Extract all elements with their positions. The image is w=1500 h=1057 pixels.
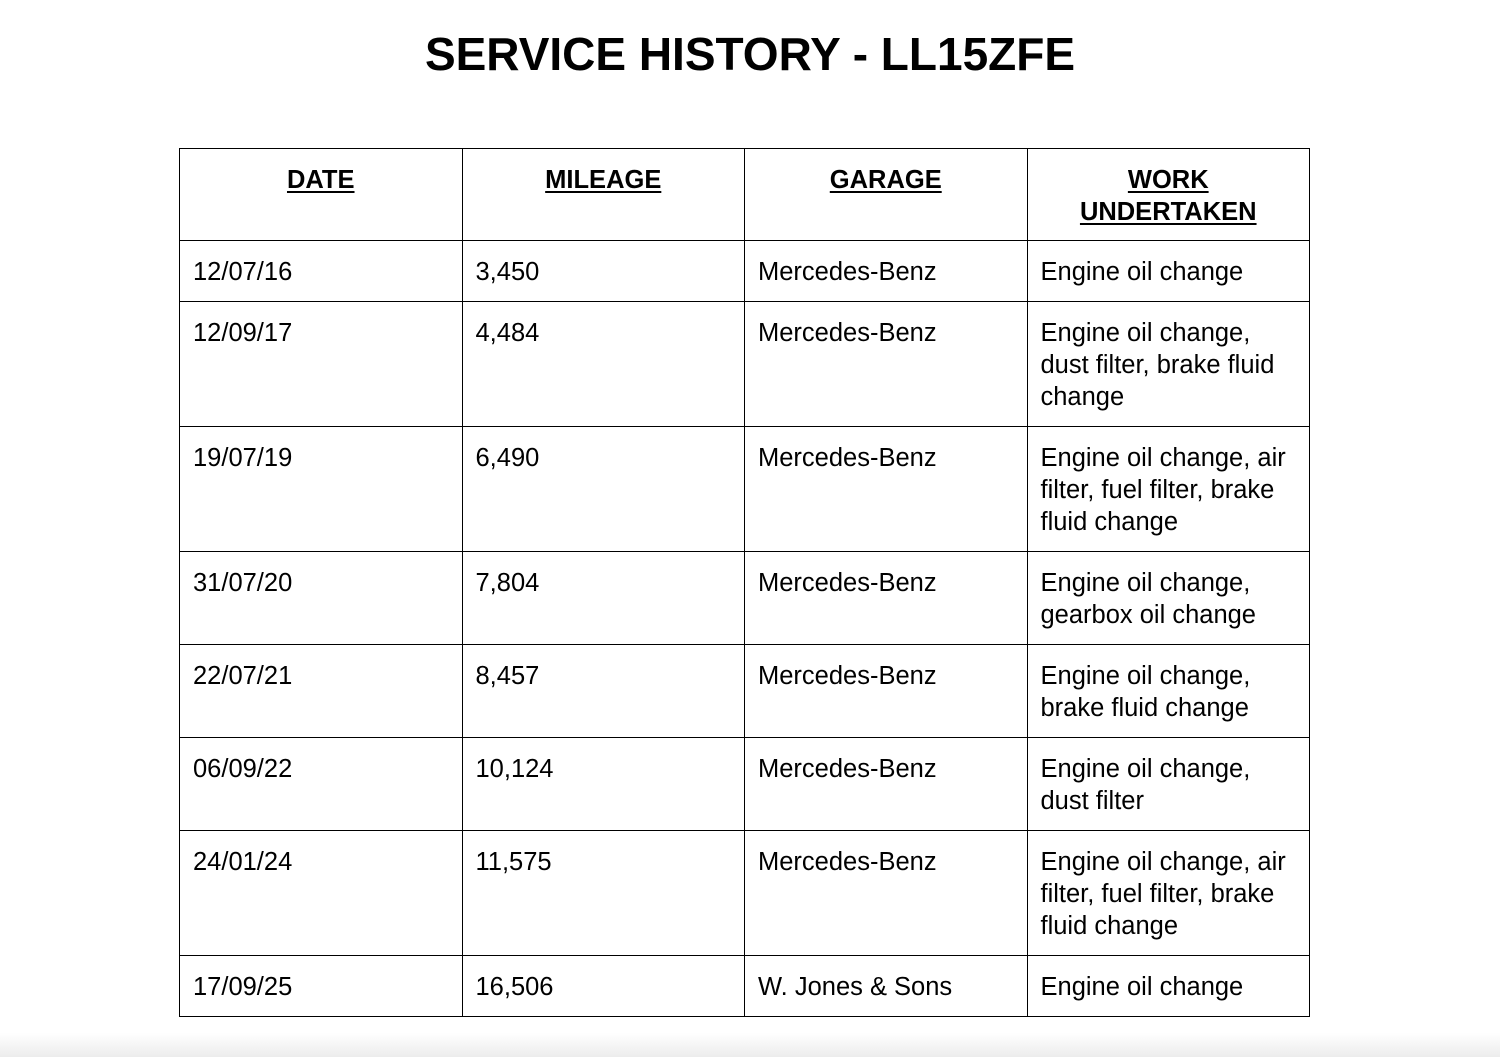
cell-date: 12/07/16	[180, 241, 463, 302]
service-history-table	[179, 148, 1310, 1017]
cell-mileage: 3,450	[462, 241, 745, 302]
header-mileage: MILEAGE	[462, 149, 745, 241]
table-row	[180, 956, 1310, 1017]
header-garage: GARAGE	[745, 149, 1028, 241]
table-row	[180, 302, 1310, 427]
cell-date: 19/07/19	[180, 427, 463, 552]
cell-work: Engine oil change, gearbox oil change	[1027, 552, 1310, 645]
table-row	[180, 645, 1310, 738]
cell-mileage: 16,506	[462, 956, 745, 1017]
cell-garage: Mercedes-Benz	[745, 241, 1028, 302]
cell-mileage: 7,804	[462, 552, 745, 645]
table-row	[180, 552, 1310, 645]
cell-work: Engine oil change, brake fluid change	[1027, 645, 1310, 738]
cell-garage: Mercedes-Benz	[745, 302, 1028, 427]
cell-date: 12/09/17	[180, 302, 463, 427]
cell-mileage: 11,575	[462, 831, 745, 956]
cell-garage: Mercedes-Benz	[745, 831, 1028, 956]
cell-mileage: 10,124	[462, 738, 745, 831]
cell-garage: Mercedes-Benz	[745, 552, 1028, 645]
page-bottom-edge	[0, 1033, 1500, 1057]
cell-date: 31/07/20	[180, 552, 463, 645]
table-row	[180, 738, 1310, 831]
cell-garage: Mercedes-Benz	[745, 427, 1028, 552]
cell-date: 24/01/24	[180, 831, 463, 956]
cell-garage: Mercedes-Benz	[745, 738, 1028, 831]
table-row	[180, 427, 1310, 552]
cell-work: Engine oil change, dust filter, brake fluid change	[1027, 302, 1310, 427]
cell-work: Engine oil change, air filter, fuel filter, brake fluid change	[1027, 831, 1310, 956]
cell-work: Engine oil change, air filter, fuel filter, brake fluid change	[1027, 427, 1310, 552]
cell-work: Engine oil change	[1027, 956, 1310, 1017]
cell-date: 22/07/21	[180, 645, 463, 738]
cell-mileage: 8,457	[462, 645, 745, 738]
table-row	[180, 241, 1310, 302]
header-date: DATE	[180, 149, 463, 241]
cell-work: Engine oil change	[1027, 241, 1310, 302]
page-title: SERVICE HISTORY - LL15ZFE	[424, 28, 1076, 80]
table-row	[180, 831, 1310, 956]
cell-work: Engine oil change, dust filter	[1027, 738, 1310, 831]
cell-garage: Mercedes-Benz	[745, 645, 1028, 738]
cell-mileage: 4,484	[462, 302, 745, 427]
table-header-row	[180, 149, 1310, 241]
header-work-undertaken: WORK UNDERTAKEN	[1027, 149, 1310, 241]
cell-mileage: 6,490	[462, 427, 745, 552]
cell-date: 17/09/25	[180, 956, 463, 1017]
cell-garage: W. Jones & Sons	[745, 956, 1028, 1017]
cell-date: 06/09/22	[180, 738, 463, 831]
